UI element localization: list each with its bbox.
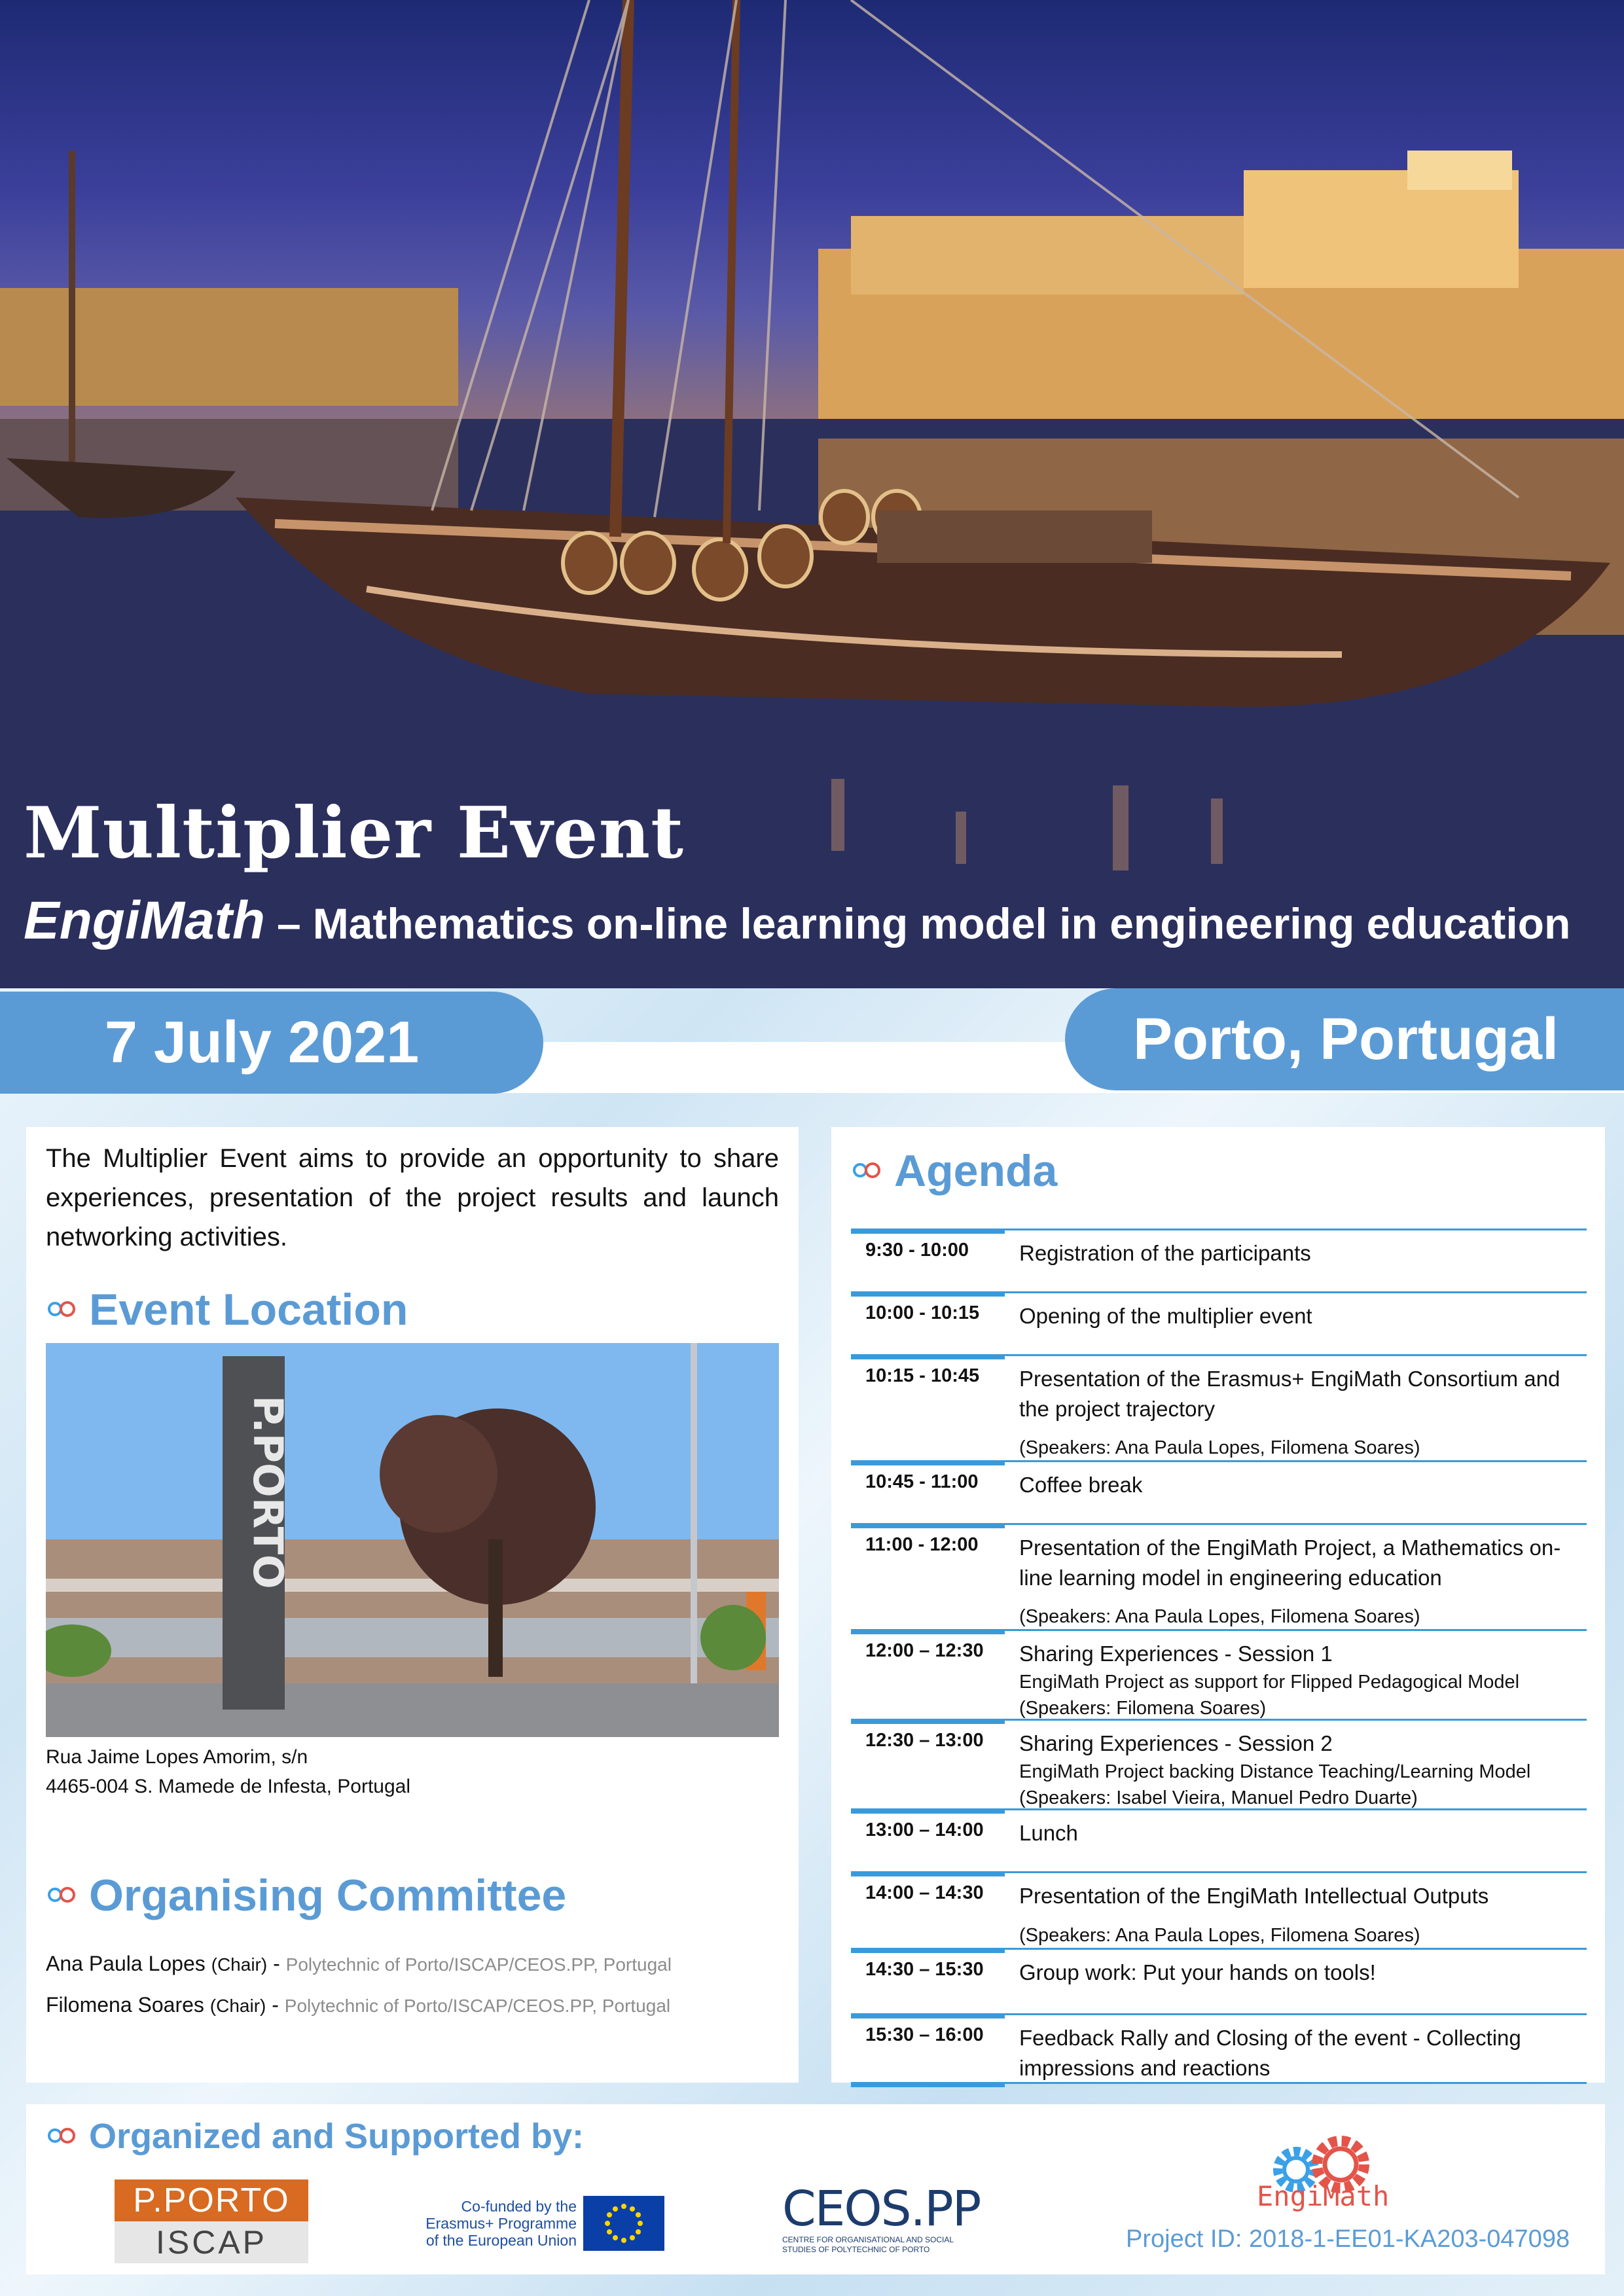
agenda-speakers: (Speakers: Ana Paula Lopes, Filomena Soares) (1019, 1925, 1420, 1946)
member-name: Filomena Soares (46, 1993, 204, 2017)
agenda-time: 10:45 - 11:00 (865, 1471, 979, 1492)
member-sep: - (267, 1952, 286, 1975)
agenda-end-rule (851, 2082, 1587, 2089)
member-affiliation: Polytechnic of Porto/ISCAP/CEOS.PP, Portugal (285, 1954, 672, 1975)
agenda-text: Presentation of the EngiMath Project, a Mathematics on-line learning model in engineering education (1019, 1535, 1561, 1590)
agenda-time: 11:00 - 12:00 (865, 1534, 979, 1555)
ceos-pp-logo (782, 2183, 979, 2264)
hero-photo (0, 0, 1624, 1047)
agenda-row (851, 1523, 1587, 1629)
agenda-text: Group work: Put your hands on tools! (1019, 1960, 1376, 1984)
agenda-text: Coffee break (1019, 1473, 1143, 1497)
engimath-gears-icon (46, 1300, 77, 1319)
agenda-time: 12:00 – 12:30 (865, 1640, 984, 1661)
agenda-text-block (1019, 1639, 1582, 1721)
agenda-text: Feedback Rally and Closing of the event - Collecting impressions and reactions (1019, 2026, 1521, 2080)
member-role: (Chair) (211, 1954, 268, 1975)
event-subtitle (24, 890, 1570, 952)
agenda-panel (831, 1127, 1605, 2083)
venue-illustration (46, 1343, 779, 1737)
venue-photo (46, 1343, 779, 1737)
agenda-text: Sharing Experiences - Session 1 (1019, 1641, 1333, 1666)
agenda-heading (851, 1145, 1057, 1196)
agenda-row (851, 1629, 1587, 1719)
agenda-time: 14:30 – 15:30 (865, 1959, 984, 1980)
agenda-row (851, 1719, 1587, 1808)
venue-sign: P.PORTO (244, 1395, 292, 1589)
address-line-2: 4465-004 S. Mamede de Infesta, Portugal (46, 1776, 411, 1797)
subtitle-brand: EngiMath (24, 891, 265, 950)
pporto-iscap-logo (115, 2179, 308, 2263)
pporto-logo-bottom: ISCAP (115, 2221, 308, 2263)
footer-title: Organized and Supported by: (89, 2117, 585, 2156)
ceos-logo-text: CEOS.PP (782, 2181, 981, 2237)
engimath-gears-icon (46, 1886, 77, 1905)
member-sep: - (266, 1993, 285, 2017)
city-banner: Porto, Portugal (1065, 988, 1624, 1090)
member-name: Ana Paula Lopes (46, 1952, 206, 1975)
agenda-speakers: (Speakers: Ana Paula Lopes, Filomena Soares) (1019, 1437, 1420, 1458)
agenda-time: 9:30 - 10:00 (865, 1240, 969, 1261)
committee-title: Organising Committee (89, 1871, 567, 1920)
agenda-speakers: (Speakers: Ana Paula Lopes, Filomena Soares) (1019, 1606, 1420, 1627)
project-id: Project ID: 2018-1-EE01-KA203-047098 (1126, 2225, 1570, 2253)
agenda-time: 15:30 – 16:00 (865, 2024, 984, 2045)
member-affiliation: Polytechnic of Porto/ISCAP/CEOS.PP, Portugal (284, 1996, 671, 2016)
agenda-text: Presentation of the Erasmus+ EngiMath Consortium and the project trajectory (1019, 1367, 1561, 1421)
agenda-subtext: EngiMath Project backing Distance Teaching/Learning Model (Speakers: Isabel Vieira, Manuel Pedro Duarte) (1019, 1761, 1531, 1808)
committee-heading (46, 1870, 566, 1921)
info-panel (26, 1127, 799, 2083)
agenda-text: Sharing Experiences - Session 2 (1019, 1731, 1333, 1755)
agenda-time: 14:00 – 14:30 (865, 1882, 984, 1903)
date-banner: 7 July 2021 (0, 992, 543, 1094)
location-title: Event Location (89, 1285, 408, 1335)
erasmus-logo (409, 2196, 671, 2251)
agenda-row (851, 1291, 1587, 1354)
sponsors-footer (26, 2104, 1605, 2274)
agenda-text-block (1019, 1729, 1582, 1811)
agenda-subtext: EngiMath Project as support for Flipped Pedagogical Model (Speakers: Filomena Soares) (1019, 1672, 1520, 1719)
agenda-time: 10:15 - 10:45 (865, 1365, 980, 1386)
engimath-gears-icon (46, 2126, 77, 2146)
pporto-logo-top: P.PORTO (115, 2179, 308, 2221)
agenda-time: 12:30 – 13:00 (865, 1730, 984, 1751)
agenda-row (851, 1229, 1587, 1291)
agenda-time: 13:00 – 14:00 (865, 1820, 984, 1840)
engimath-gears-icon (851, 1161, 882, 1181)
agenda-text: Registration of the participants (1019, 1241, 1311, 1265)
agenda-row (851, 1460, 1587, 1523)
venue-address (46, 1742, 410, 1801)
address-line-1: Rua Jaime Lopes Amorim, s/n (46, 1746, 308, 1768)
eu-flag-icon (583, 2196, 664, 2251)
agenda-text: Opening of the multiplier event (1019, 1304, 1312, 1328)
ceos-logo-subtext: CENTRE FOR ORGANISATIONAL AND SOCIAL STUDIES OF POLYTECHNIC OF PORTO (782, 2235, 954, 2254)
agenda-title: Agenda (894, 1146, 1058, 1196)
agenda-row (851, 1948, 1587, 2013)
engimath-wordmark: EngiMath (1257, 2180, 1390, 2212)
subtitle-text: Mathematics on-line learning model in engineering education (312, 899, 1571, 948)
event-title: Multiplier Event (24, 792, 684, 874)
agenda-text: Lunch (1019, 1821, 1078, 1845)
agenda-row (851, 2013, 1587, 2082)
intro-paragraph: The Multiplier Event aims to provide an opportunity to share experiences, presentation of the project results and launch networking activities. (46, 1144, 779, 1251)
footer-heading (46, 2116, 584, 2157)
committee-member (46, 1993, 670, 2017)
agenda-time: 10:00 - 10:15 (865, 1302, 980, 1323)
subtitle-dash: – (276, 899, 301, 948)
agenda-row (851, 1354, 1587, 1460)
agenda-list (851, 1229, 1587, 2089)
agenda-row (851, 1808, 1587, 1871)
agenda-row (851, 1871, 1587, 1948)
committee-member (46, 1952, 672, 1976)
location-heading (46, 1284, 408, 1335)
erasmus-text: Co-funded by the Erasmus+ Programme of the European Union (425, 2198, 577, 2249)
member-role: (Chair) (209, 1996, 266, 2016)
agenda-text: Presentation of the EngiMath Intellectual Outputs (1019, 1884, 1489, 1908)
